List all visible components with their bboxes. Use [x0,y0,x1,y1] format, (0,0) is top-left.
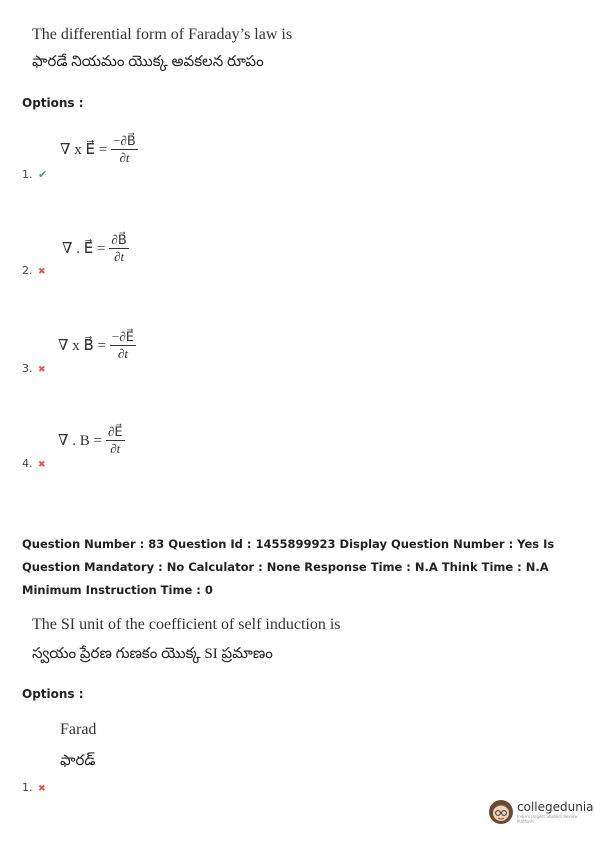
option-number: 3. [22,362,33,375]
fraction-denominator: ∂t [110,441,121,456]
collegedunia-logo [489,800,595,824]
option-number: 1. [22,781,33,794]
cross-icon: ✖ [38,365,46,375]
fraction-numerator: −∂E⃗ [111,329,134,344]
option-2-equation [62,233,129,264]
option-1-number [22,781,46,794]
equation-fraction [106,425,125,456]
cross-icon: ✖ [38,784,46,794]
fraction-denominator: ∂t [114,249,125,264]
fraction-numerator: ∂B⃗ [111,232,127,247]
cross-icon: ✖ [38,267,46,277]
question-text-telugu: ఫారడే నియమం యొక్క అవకలన రూపం [32,54,264,70]
fraction-denominator: ∂t [117,346,128,361]
fraction-numerator: −∂B⃗ [113,133,136,148]
fraction-denominator: ∂t [119,150,130,165]
equation-lhs: ∇ x E⃗ = [60,142,108,158]
equation-lhs: ∇ x B⃗ = [58,338,106,354]
equation-fraction [109,233,128,264]
fraction-numerator: ∂E⃗ [107,424,123,439]
option-3-number [22,362,46,375]
question-text-telugu: స్వయం ప్రేరణ గుణకం యొక్క SI ప్రమాణం [32,646,273,662]
option-number: 4. [22,457,33,470]
option-number: 2. [22,264,33,277]
options-label: Options : [22,687,84,701]
option-1-text-telugu: ఫారడ్ [60,753,96,769]
option-1-equation [60,134,138,165]
equation-lhs: ∇ . B = [58,433,102,449]
option-1-text: Farad [60,721,97,738]
option-number: 1. [22,168,33,181]
equation-lhs: ∇ . E⃗ = [62,241,106,257]
check-icon: ✔ [38,168,48,181]
option-3-equation [58,330,136,361]
logo-mascot-icon [489,800,513,824]
option-4-number [22,457,46,470]
logo-tagline: India's largest Student Review Platform [517,814,578,824]
options-label: Options : [22,96,84,110]
option-1-number [22,168,47,181]
question-text: The differential form of Faraday’s law is [32,26,293,43]
cross-icon: ✖ [38,460,46,470]
logo-name: collegedunia [517,800,594,814]
option-2-number [22,264,46,277]
question-text: The SI unit of the coefficient of self induction is [32,616,341,633]
question-metadata: Question Number : 83 Question Id : 1455899923 Display Question Number : Yes Is Question Mandatory : No Calculator : None Response Time : N.A Think Time : N.A Minimum Instruction Time : 0 [22,537,555,597]
equation-fraction [110,330,136,361]
equation-fraction [111,134,138,165]
option-4-equation [58,425,125,456]
